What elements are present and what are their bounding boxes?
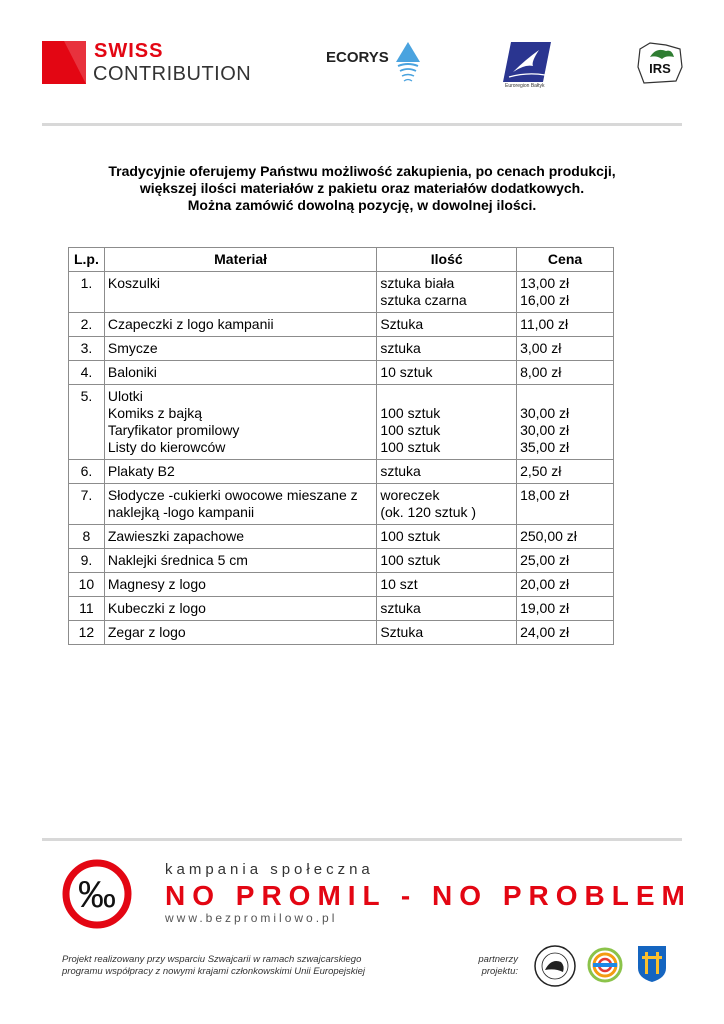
cell-qty: [377, 313, 517, 337]
partner-logo-3-icon: [636, 944, 668, 984]
table-row: [69, 361, 614, 385]
table-row: [69, 597, 614, 621]
irs-logo-text: IRS: [649, 61, 671, 76]
cell-material-line: Zegar z logo: [107, 624, 186, 640]
cell-price: [517, 597, 614, 621]
no-promil-sign-icon: [62, 859, 132, 929]
cell-material-line: Baloniki: [107, 364, 157, 380]
cell-price-line: 20,00 zł: [520, 576, 570, 592]
cell-price-line: [520, 388, 610, 405]
table-row: [69, 621, 614, 645]
cell-material-line: Zawieszki zapachowe: [107, 528, 245, 544]
cell-lp: 10: [69, 573, 105, 597]
header-divider: [42, 123, 682, 126]
cell-price-line: 8,00 zł: [520, 364, 562, 380]
cell-price: [517, 549, 614, 573]
price-table: [68, 247, 614, 645]
cell-material: [104, 272, 376, 313]
cell-qty: [377, 597, 517, 621]
table-body: [69, 272, 614, 645]
partners-label: [472, 954, 518, 978]
cell-lp: 7.: [69, 484, 105, 525]
cell-qty: [377, 385, 517, 460]
cell-lp: 6.: [69, 460, 105, 484]
cell-material-line: Koszulki: [107, 275, 160, 291]
table-row: [69, 272, 614, 313]
cell-material: [104, 385, 376, 460]
euroregion-caption: Euroregion Bałtyk: [505, 83, 545, 89]
cell-material: [104, 549, 376, 573]
cell-qty: [377, 549, 517, 573]
cell-qty: [377, 484, 517, 525]
cell-material-line: Czapeczki z logo kampanii: [107, 316, 274, 332]
cell-qty: [377, 337, 517, 361]
cell-qty-line: sztuka biała: [380, 275, 455, 291]
cell-qty-line: 100 sztuk: [380, 405, 441, 421]
cell-material-line: Komiks z bajką: [107, 405, 203, 421]
cell-material-line: Słodycze -cukierki owocowe mieszane z: [107, 487, 358, 503]
table-row: [69, 573, 614, 597]
cell-material-line: Ulotki: [107, 388, 143, 404]
cell-price-line: 250,00 zł: [520, 528, 577, 544]
partners-label-line-1: partnerzy: [478, 954, 518, 965]
footer-note-line-2: programu współpracy z nowymi krajami członkowskimi Unii Europejskiej: [62, 966, 366, 977]
cell-qty-line: (ok. 120 sztuk ): [380, 504, 477, 520]
cell-lp: 5.: [69, 385, 105, 460]
table-row: [69, 460, 614, 484]
cell-price-line: 13,00 zł: [520, 275, 570, 291]
cell-price-line: 30,00 zł: [520, 405, 570, 421]
cell-lp: 2.: [69, 313, 105, 337]
cell-qty-line: sztuka: [380, 340, 421, 356]
cell-material-line: Naklejki średnica 5 cm: [107, 552, 248, 568]
table-row: [69, 549, 614, 573]
cell-lp: 4.: [69, 361, 105, 385]
cell-material-line: naklejką -logo kampanii: [107, 504, 255, 520]
table-row: [69, 313, 614, 337]
table-header-row: [69, 248, 614, 272]
cell-price-line: 16,00 zł: [520, 292, 570, 308]
cell-material-line: Listy do kierowców: [107, 439, 226, 455]
cell-price-line: 18,00 zł: [520, 487, 570, 503]
cell-material: [104, 313, 376, 337]
cell-material: [104, 525, 376, 549]
ecorys-logo-text: ECORYS: [326, 49, 389, 66]
cell-price-line: 11,00 zł: [520, 316, 569, 332]
cell-material-line: Kubeczki z logo: [107, 600, 206, 616]
cell-material: [104, 597, 376, 621]
campaign-label: kampania społeczna: [165, 861, 374, 878]
cell-qty-line: 100 sztuk: [380, 528, 441, 544]
table-row: [69, 337, 614, 361]
cell-price: [517, 460, 614, 484]
intro-line-2: większej ilości materiałów z pakietu oraz materiałów dodatkowych.: [139, 180, 585, 196]
header-lp: L.p.: [69, 248, 105, 272]
cell-price-line: 24,00 zł: [520, 624, 570, 640]
cell-qty: [377, 525, 517, 549]
cell-qty-line: sztuka: [380, 463, 421, 479]
partners-label-line-2: projektu:: [481, 966, 518, 977]
intro-line-3: Można zamówić dowolną pozycję, w dowolnej ilości.: [187, 197, 537, 213]
euroregion-baltyk-logo-icon: [503, 42, 551, 82]
cell-material-line: Magnesy z logo: [107, 576, 206, 592]
header-price: Cena: [517, 248, 614, 272]
cell-lp: 8: [69, 525, 105, 549]
cell-qty-line: 100 sztuk: [380, 422, 441, 438]
intro-line-1: Tradycyjnie oferujemy Państwu możliwość zakupienia, po cenach produkcji,: [108, 163, 616, 179]
cell-qty: [377, 272, 517, 313]
table-row: [69, 385, 614, 460]
cell-material-line: Taryfikator promilowy: [107, 422, 240, 438]
cell-qty-line: Sztuka: [380, 624, 424, 640]
table-row: [69, 525, 614, 549]
cell-lp: 3.: [69, 337, 105, 361]
footer-note: [62, 954, 365, 978]
swiss-contribution-logo-mark: [42, 41, 86, 84]
swiss-logo-text-line2: CONTRIBUTION: [93, 63, 252, 85]
intro-paragraph: [60, 163, 664, 214]
cell-price: [517, 313, 614, 337]
cell-price: [517, 484, 614, 525]
cell-material: [104, 573, 376, 597]
cell-price-line: 19,00 zł: [520, 600, 570, 616]
cell-qty-line: woreczek: [380, 487, 440, 503]
cell-material: [104, 460, 376, 484]
cell-material-line: Plakaty B2: [107, 463, 175, 479]
cell-qty-line: 10 sztuk: [380, 364, 433, 380]
swiss-logo-text-line1: SWISS: [94, 40, 164, 62]
cell-material: [104, 484, 376, 525]
cell-material: [104, 621, 376, 645]
cell-qty-line: [380, 388, 513, 405]
cell-price: [517, 337, 614, 361]
cell-price: [517, 525, 614, 549]
irs-logo-icon: [636, 41, 684, 85]
cell-price: [517, 361, 614, 385]
partner-logo-2-icon: [587, 947, 623, 983]
cell-qty-line: sztuka czarna: [380, 292, 467, 308]
cell-lp: 12: [69, 621, 105, 645]
footer-note-line-1: Projekt realizowany przy wsparciu Szwajcarii w ramach szwajcarskiego: [62, 954, 362, 965]
cell-qty: [377, 361, 517, 385]
cell-price-line: 3,00 zł: [520, 340, 562, 356]
cell-lp: 9.: [69, 549, 105, 573]
cell-price: [517, 573, 614, 597]
cell-qty: [377, 573, 517, 597]
cell-price: [517, 272, 614, 313]
header-qty: Ilość: [377, 248, 517, 272]
partner-logo-1-icon: [533, 944, 577, 988]
cell-price-line: 30,00 zł: [520, 422, 570, 438]
cell-qty: [377, 460, 517, 484]
cell-lp: 1.: [69, 272, 105, 313]
promil-symbol: ‰: [78, 874, 116, 916]
cell-qty: [377, 621, 517, 645]
cell-material-line: Smycze: [107, 340, 158, 356]
cell-qty-line: 100 sztuk: [380, 439, 441, 455]
cell-qty-line: Sztuka: [380, 316, 424, 332]
cell-material: [104, 337, 376, 361]
cell-qty-line: sztuka: [380, 600, 421, 616]
footer-divider: [42, 838, 682, 841]
cell-price-line: 25,00 zł: [520, 552, 570, 568]
campaign-slogan: NO PROMIL - NO PROBLEM: [165, 880, 692, 911]
campaign-website[interactable]: www.bezpromilowo.pl: [165, 911, 338, 925]
cell-price-line: 35,00 zł: [520, 439, 570, 455]
cell-price-line: 2,50 zł: [520, 463, 562, 479]
ecorys-logo-icon: [396, 42, 420, 86]
cell-material: [104, 361, 376, 385]
cell-lp: 11: [69, 597, 105, 621]
table-row: [69, 484, 614, 525]
cell-qty-line: 100 sztuk: [380, 552, 441, 568]
header-material: Materiał: [104, 248, 376, 272]
cell-price: [517, 621, 614, 645]
cell-price: [517, 385, 614, 460]
cell-qty-line: 10 szt: [380, 576, 418, 592]
